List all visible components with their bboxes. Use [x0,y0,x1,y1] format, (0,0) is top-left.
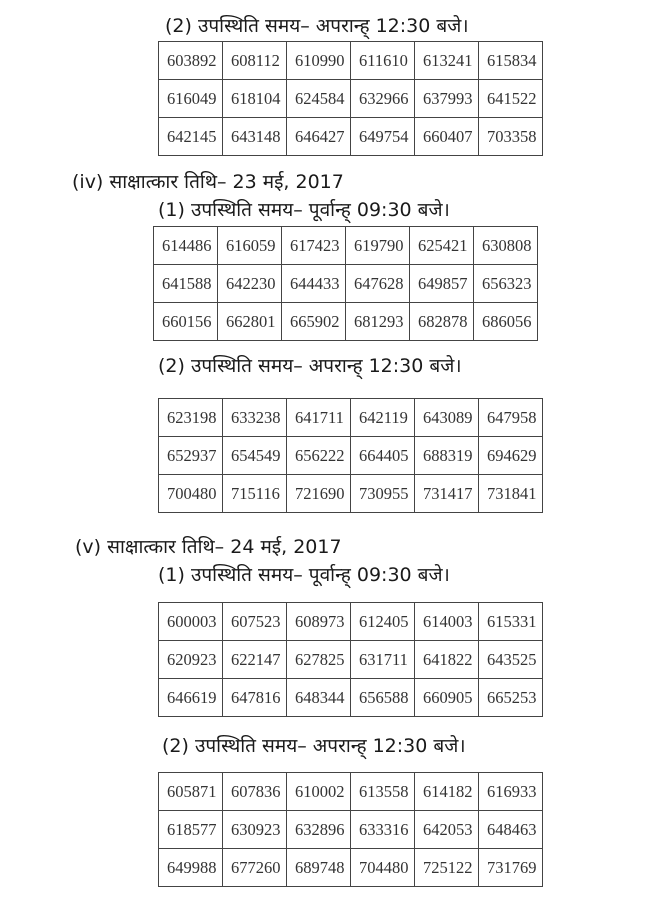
table-row [159,437,543,475]
roll-number-cell: 694629 [479,437,543,475]
roll-number-cell: 625421 [410,227,474,265]
roll-number-cell: 715116 [223,475,287,513]
roll-number-cell: 614486 [154,227,218,265]
roll-number-cell: 641588 [154,265,218,303]
roll-number-cell: 608112 [223,42,287,80]
roll-number-cell: 615331 [479,603,543,641]
table-row [154,265,538,303]
roll-number-cell: 647816 [223,679,287,717]
roll-number-cell: 647628 [346,265,410,303]
roll-number-table [158,602,543,717]
roll-number-cell: 646427 [287,118,351,156]
roll-number-cell: 642119 [351,399,415,437]
session-heading: (2) उपस्थिति समय– अपरान्ह् 12:30 बजे। [158,355,462,377]
roll-number-cell: 704480 [351,849,415,887]
roll-number-cell: 614003 [415,603,479,641]
roll-number-cell: 647958 [479,399,543,437]
roll-number-cell: 686056 [474,303,538,341]
session-heading: (1) उपस्थिति समय– पूर्वान्ह् 09:30 बजे। [158,199,450,221]
roll-number-cell: 608973 [287,603,351,641]
table-row [154,227,538,265]
roll-number-cell: 641822 [415,641,479,679]
roll-number-cell: 731769 [479,849,543,887]
roll-number-cell: 660407 [415,118,479,156]
roll-number-cell: 731841 [479,475,543,513]
roll-number-cell: 616049 [159,80,223,118]
roll-number-cell: 646619 [159,679,223,717]
roll-number-cell: 637993 [415,80,479,118]
roll-number-cell: 617423 [282,227,346,265]
roll-number-cell: 682878 [410,303,474,341]
roll-number-cell: 607523 [223,603,287,641]
roll-number-cell: 616059 [218,227,282,265]
session-heading: (2) उपस्थिति समय– अपरान्ह् 12:30 बजे। [162,735,466,757]
roll-number-cell: 649857 [410,265,474,303]
roll-number-cell: 656222 [287,437,351,475]
roll-number-cell: 610002 [287,773,351,811]
table-row [159,399,543,437]
roll-number-cell: 660905 [415,679,479,717]
roll-number-cell: 633316 [351,811,415,849]
roll-number-cell: 731417 [415,475,479,513]
roll-number-cell: 607836 [223,773,287,811]
roll-number-cell: 610990 [287,42,351,80]
roll-number-cell: 632896 [287,811,351,849]
roll-number-cell: 627825 [287,641,351,679]
roll-number-cell: 605871 [159,773,223,811]
roll-number-table [153,226,538,341]
roll-number-cell: 700480 [159,475,223,513]
roll-number-cell: 660156 [154,303,218,341]
roll-number-cell: 642053 [415,811,479,849]
roll-number-cell: 648344 [287,679,351,717]
roll-number-cell: 630808 [474,227,538,265]
roll-number-cell: 630923 [223,811,287,849]
table-row [159,641,543,679]
table-row [159,475,543,513]
roll-number-cell: 616933 [479,773,543,811]
table-row [159,603,543,641]
roll-number-cell: 665253 [479,679,543,717]
table-row [159,42,543,80]
roll-number-cell: 664405 [351,437,415,475]
roll-number-cell: 721690 [287,475,351,513]
roll-number-cell: 620923 [159,641,223,679]
roll-number-cell: 703358 [479,118,543,156]
roll-number-table [158,398,543,513]
interview-date-heading: (iv) साक्षात्कार तिथि– 23 मई, 2017 [72,171,344,193]
roll-number-cell: 649988 [159,849,223,887]
roll-number-cell: 611610 [351,42,415,80]
roll-number-cell: 643148 [223,118,287,156]
session-heading: (2) उपस्थिति समय– अपरान्ह् 12:30 बजे। [165,15,469,37]
roll-number-cell: 615834 [479,42,543,80]
table-row [159,811,543,849]
table-row [159,80,543,118]
roll-number-cell: 642230 [218,265,282,303]
roll-number-cell: 730955 [351,475,415,513]
roll-number-cell: 652937 [159,437,223,475]
roll-number-cell: 654549 [223,437,287,475]
roll-number-cell: 665902 [282,303,346,341]
roll-number-cell: 643525 [479,641,543,679]
roll-number-cell: 613241 [415,42,479,80]
roll-number-cell: 613558 [351,773,415,811]
roll-number-cell: 641711 [287,399,351,437]
roll-number-cell: 689748 [287,849,351,887]
interview-date-heading: (v) साक्षात्कार तिथि– 24 मई, 2017 [75,536,342,558]
table-row [159,849,543,887]
roll-number-cell: 614182 [415,773,479,811]
roll-number-cell: 681293 [346,303,410,341]
table-row [159,118,543,156]
roll-number-cell: 603892 [159,42,223,80]
roll-number-cell: 632966 [351,80,415,118]
roll-number-cell: 725122 [415,849,479,887]
roll-number-cell: 648463 [479,811,543,849]
roll-number-cell: 624584 [287,80,351,118]
roll-number-cell: 643089 [415,399,479,437]
roll-number-cell: 633238 [223,399,287,437]
roll-number-cell: 656323 [474,265,538,303]
roll-number-cell: 641522 [479,80,543,118]
roll-number-cell: 677260 [223,849,287,887]
roll-number-table [158,41,543,156]
table-row [154,303,538,341]
session-heading: (1) उपस्थिति समय– पूर्वान्ह् 09:30 बजे। [158,564,450,586]
roll-number-cell: 656588 [351,679,415,717]
roll-number-cell: 618577 [159,811,223,849]
roll-number-cell: 619790 [346,227,410,265]
roll-number-cell: 623198 [159,399,223,437]
roll-number-cell: 631711 [351,641,415,679]
roll-number-cell: 600003 [159,603,223,641]
roll-number-table [158,772,543,887]
roll-number-cell: 688319 [415,437,479,475]
roll-number-cell: 644433 [282,265,346,303]
roll-number-cell: 618104 [223,80,287,118]
table-row [159,679,543,717]
roll-number-cell: 622147 [223,641,287,679]
roll-number-cell: 612405 [351,603,415,641]
table-row [159,773,543,811]
roll-number-cell: 642145 [159,118,223,156]
roll-number-cell: 649754 [351,118,415,156]
roll-number-cell: 662801 [218,303,282,341]
